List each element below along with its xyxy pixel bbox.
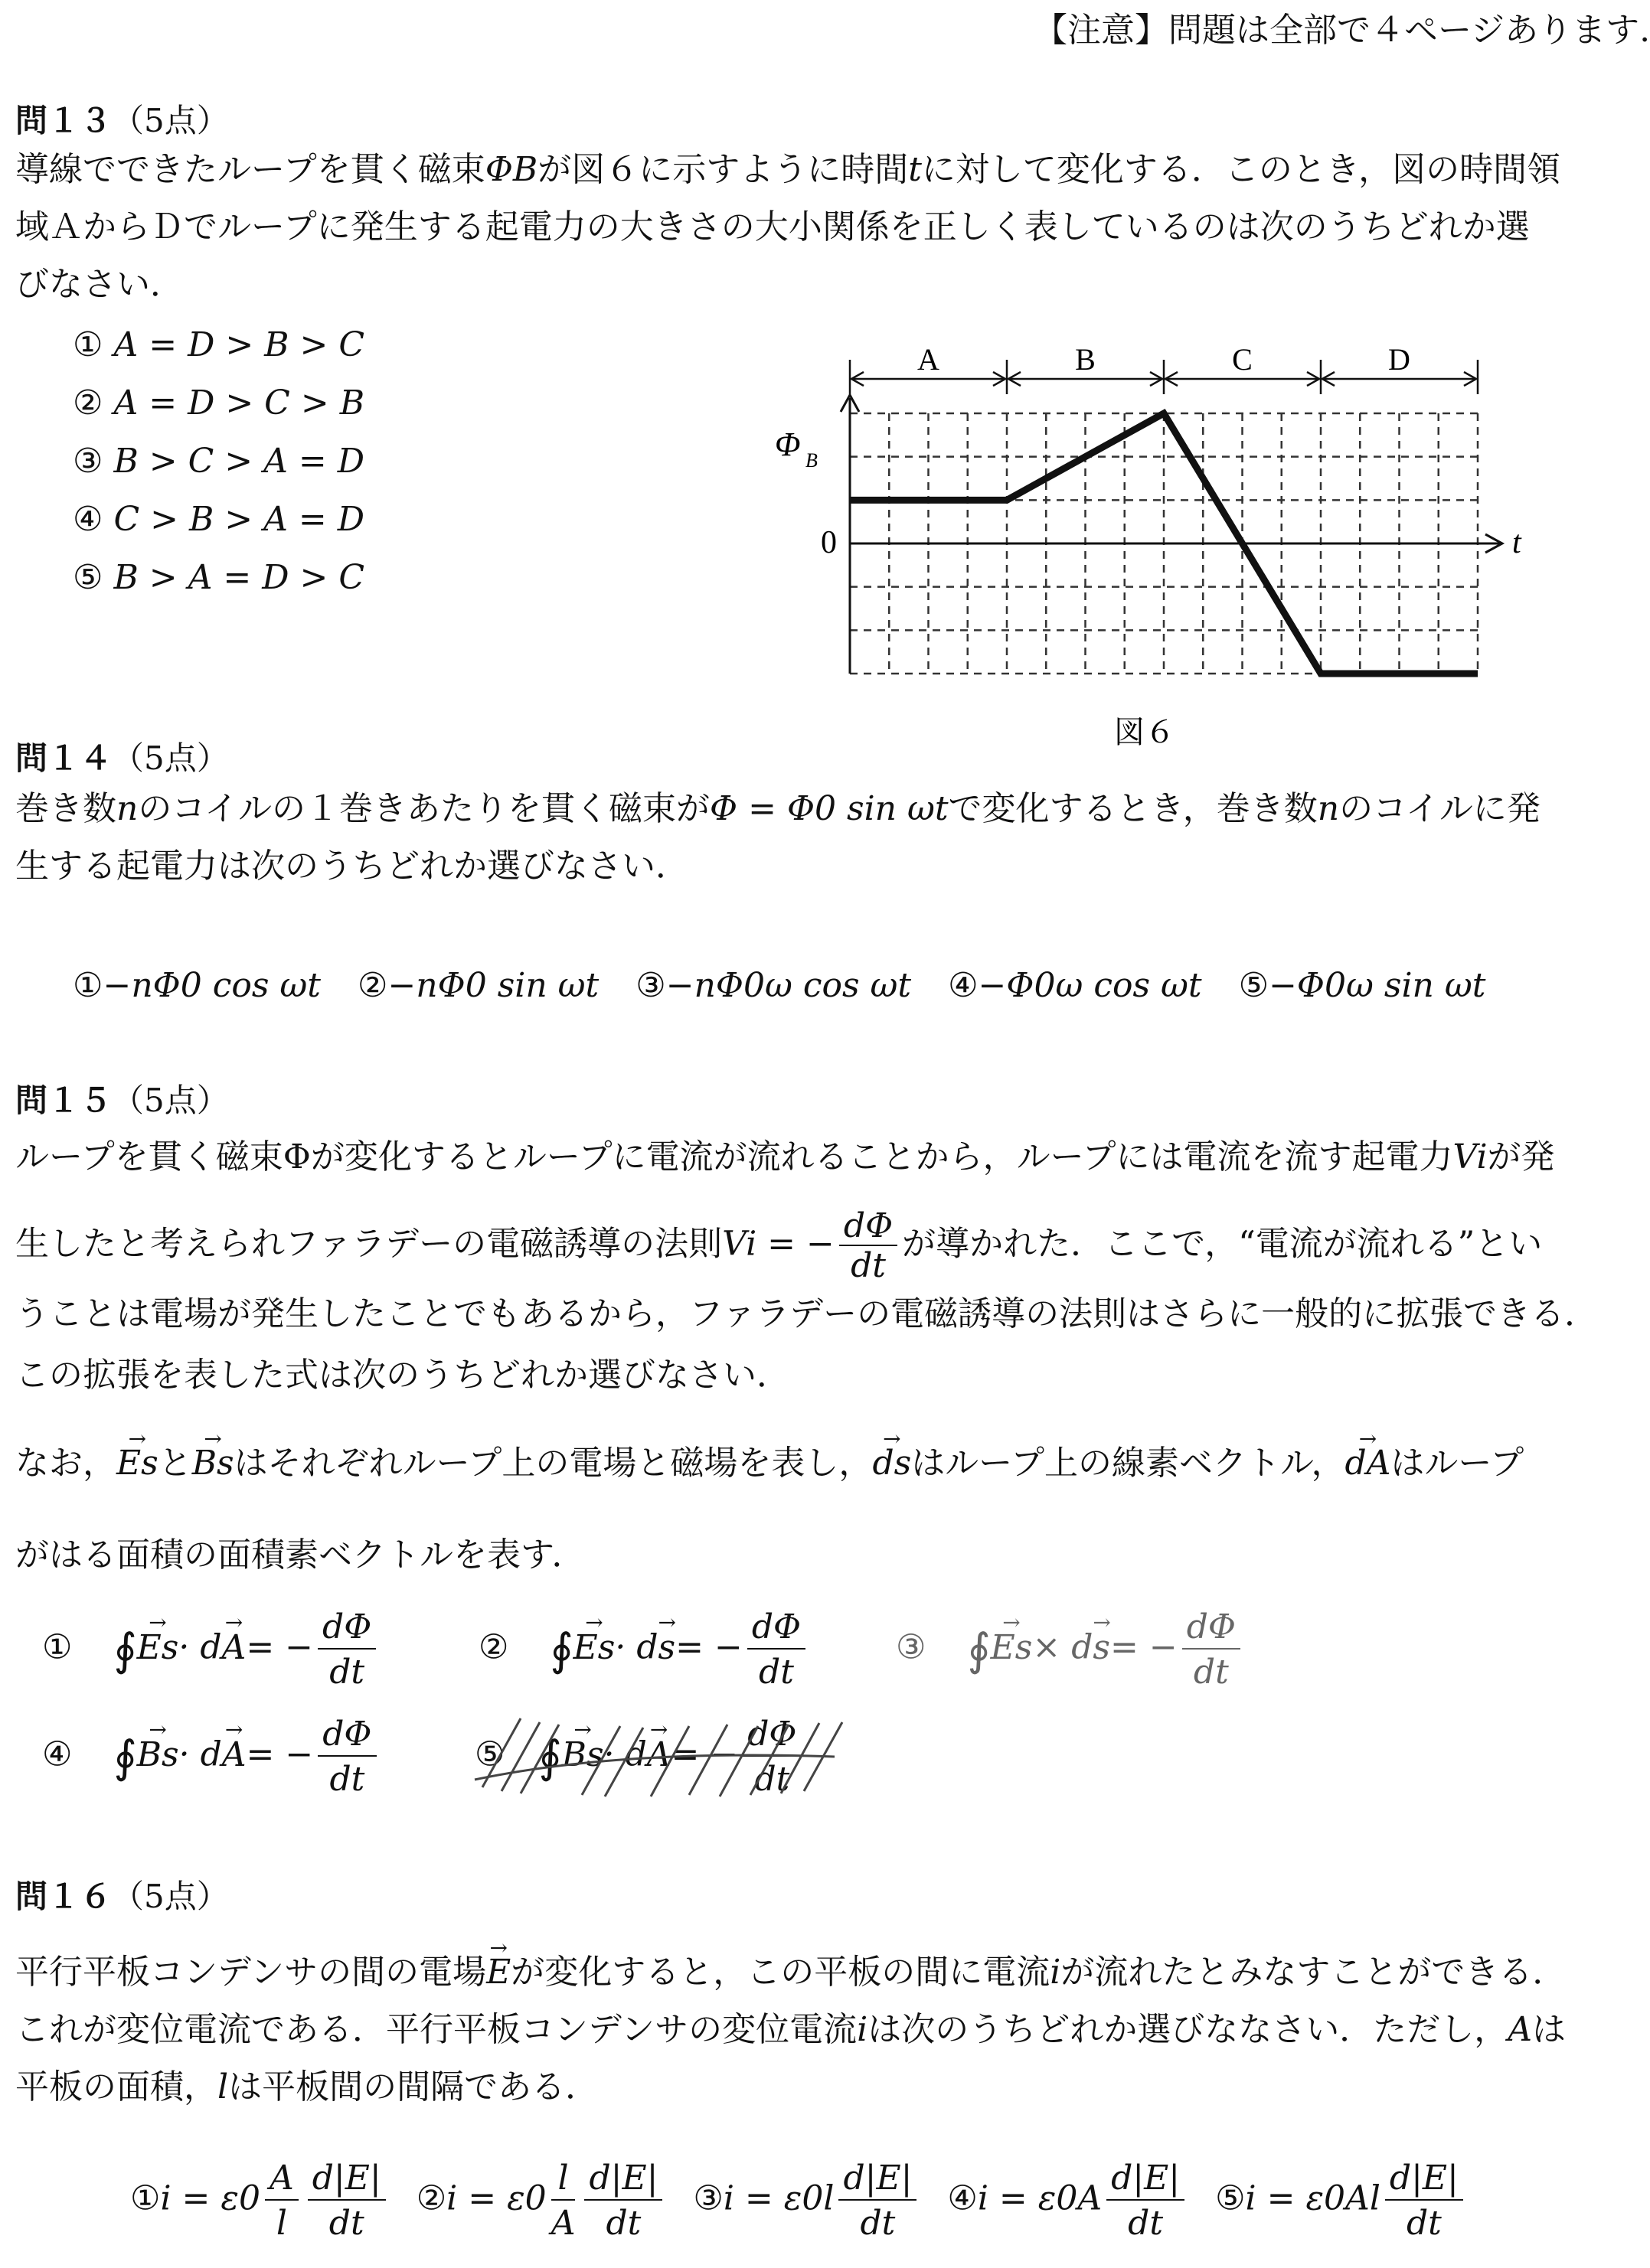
q15-option-5-elem: → A [647,1735,671,1774]
q16-option-4-frac [1106,2159,1184,2243]
q14-option-4-num: ④ [948,966,979,1005]
q15-option-4-frac [318,1715,376,1799]
q16-title [15,1872,229,1917]
q15-option-5-frac-num: dΦ [743,1715,801,1757]
q15-line5 [15,1444,1524,1483]
q16-option-1-num: ① [130,2178,161,2218]
q15-option-2-frac-den: dt [759,1653,794,1692]
q13-option-1-num: ① [73,325,103,364]
figure-caption: 図６ [1114,715,1175,749]
q14-option-1-text: −nΦ0 cos ωt [103,966,321,1005]
q15-law-num: dΦ [839,1209,897,1246]
q13-option-4-text: C > B > A = D [113,500,365,539]
q15-ds-symbol: → ds [872,1447,911,1480]
q13-t-symbol: t [908,150,922,189]
q15-option-4-op: · [178,1734,190,1774]
q16-option-1[interactable] [130,2159,390,2243]
q15-option-2-frac-num: dΦ [747,1607,805,1650]
q13-option-5[interactable] [73,558,364,616]
q14-option-5-num: ⑤ [1238,966,1269,1005]
q15-option-4-field: → Bs [137,1735,179,1774]
contour-integral-icon: ∮ [550,1623,573,1676]
q16-option-4-frac-den: dt [1128,2204,1164,2243]
q15-number: 問１５ [15,1082,113,1119]
q15-law-fraction [839,1206,897,1285]
q15-option-3-num: ③ [896,1627,926,1667]
q15-option-1-elem: → A [222,1628,247,1667]
q16-number: 問１６ [15,1878,113,1915]
q16-option-2-coef [551,2159,576,2243]
q15-option-1-frac-num: dΦ [318,1607,376,1650]
q15-option-2[interactable]: ② ∮→ Es· d→ s= − $\frac{d\Phi}{dt}$ [479,1607,810,1692]
q16-option-2-pre: i = ε0 [446,2178,547,2218]
q13-option-3[interactable] [73,442,364,500]
header-note: 【注意】問題は全部で４ページあります. [1034,11,1650,50]
q16-i-symbol: i [1050,1953,1061,1992]
q16-points: （5点） [112,1878,229,1915]
q14-options [73,966,1489,1005]
q13-line1 [15,150,1561,189]
q13-option-4-num: ④ [73,500,103,539]
q13-option-2-num: ② [73,383,103,423]
q16-line1b: が変化すると，この平板の間に電流 [511,1953,1050,1992]
q15-option-4-num: ④ [42,1734,73,1774]
q14-option-2-text: −nΦ0 sin ωt [387,966,600,1005]
q15-option-3-frac-den: dt [1193,1653,1229,1692]
q14-option-2-num: ② [357,966,388,1005]
q15-es-symbol: → Es [116,1447,158,1480]
q16-option-1-coef-den: l [276,2204,287,2243]
q15-option-5-frac [743,1715,801,1799]
q15-option-2-elem: → s [658,1628,676,1667]
q15-line5d: はループ上の線素ベクトル， [911,1444,1345,1483]
x-axis-label: t [1512,525,1521,560]
q15-option-2-rhs: = − [675,1627,743,1667]
q14-body3: で変化するとき，巻き数 [948,789,1318,828]
q13-points: （5点） [112,102,229,139]
q15-line5c: はそれぞれループ上の電場と磁場を表し， [234,1444,873,1483]
q16-i-symbol-2: i [857,2010,868,2049]
q16-option-1-coef-num: A [265,2159,299,2201]
q15-option-3-frac [1182,1607,1240,1692]
q13-body1: 導線でできたループを貫く磁束 [15,150,485,189]
q16-a-symbol: A [1508,2010,1532,2049]
q15-option-2-num: ② [479,1627,509,1667]
q14-option-5-text: −Φ0ω sin ωt [1269,966,1486,1005]
q15-line5a: なお， [15,1444,116,1483]
q15-option-1-op: · [178,1627,190,1667]
q13-number: 問１３ [15,102,113,139]
q16-option-2[interactable] [417,2159,668,2243]
q15-line5e: はループ [1390,1444,1524,1483]
q15-line3: うことは電場が発生したことでもあるから，ファラデーの電磁誘導の法則はさらに一般的に拡張できる． [15,1294,1599,1333]
q14-n-symbol: n [116,789,139,828]
q16-option-3-frac [838,2159,916,2243]
q13-option-5-num: ⑤ [73,558,103,597]
q15-option-3-elem: → s [1093,1628,1110,1667]
q15-da-symbol: → dA [1345,1447,1390,1480]
q15-option-5-frac-den: dt [754,1760,790,1799]
q14-option-3-num: ③ [635,966,666,1005]
q14-line1 [15,789,1541,828]
q16-option-3-num: ③ [693,2178,724,2218]
contour-integral-icon: ∮ [538,1731,562,1783]
q16-line1a: 平行平板コンデンサの間の電場 [15,1953,487,1992]
q15-line2a: 生したと考えられファラデーの電磁誘導の法則 [15,1224,723,1264]
q16-option-1-pre: i = ε0 [160,2178,260,2218]
q14-number: 問１４ [15,739,113,777]
region-markers [850,342,1478,394]
region-label-D: D [1388,342,1410,377]
q14-body4: のコイルに発 [1339,789,1541,828]
q13-phi-symbol: ΦB [485,150,538,189]
q15-title [15,1075,229,1121]
q15-option-4[interactable]: ④ ∮→ Bs· d→ A= − $\frac{d\Phi}{dt}$ [42,1715,381,1799]
q15-vi-symbol: Vi [1452,1137,1488,1176]
q16-option-1-coef [265,2159,299,2243]
q13-option-1-text: A = D > B > C [113,325,365,364]
q16-option-2-frac [584,2159,662,2243]
q15-option-4-rhs: = − [246,1734,314,1774]
q15-option-4-elem: → A [222,1735,247,1774]
q16-l-symbol: l [217,2067,229,2106]
q13-option-2[interactable] [73,383,364,442]
q14-option-3[interactable] [635,966,911,1005]
contour-integral-icon: ∮ [113,1731,137,1783]
q16-option-4[interactable] [947,2159,1189,2243]
q16-line2b: は次のうちどれか選びななさい．ただし， [867,2010,1508,2049]
q16-line1 [15,1953,1567,1992]
q15-option-2-field: → Es [573,1628,616,1667]
q16-option-3[interactable] [693,2159,921,2243]
q16-option-1-frac-num: d|E| [308,2159,386,2201]
q16-option-5[interactable] [1215,2159,1468,2243]
origin-label: 0 [821,525,837,560]
q15-line5b: と [158,1444,192,1483]
q14-formula: Φ = Φ0 sin ωt [710,789,949,828]
q14-points: （5点） [112,739,229,777]
q15-option-1-frac [318,1607,376,1692]
q15-option-3-field: → Es [991,1628,1033,1667]
q16-options [130,2159,1468,2243]
q16-option-3-frac-num: d|E| [838,2159,916,2201]
q13-body3: に対して変化する．このとき，図の時間領 [921,150,1561,189]
q14-line2: 生する起電力は次のうちどれか選びなさい． [15,847,689,886]
q14-option-2[interactable] [358,966,599,1005]
q15-option-2-frac [747,1607,805,1692]
q15-option-1-num: ① [42,1627,73,1667]
q15-option-1[interactable]: ① ∮→ Es· d→ A= − $\frac{d\Phi}{dt}$ [42,1607,381,1692]
region-label-A: A [917,342,939,377]
region-label-C: C [1232,342,1253,377]
q16-option-5-frac [1385,2159,1463,2243]
q15-option-1-rhs: = − [246,1627,314,1667]
q16-option-5-num: ⑤ [1215,2178,1246,2218]
q16-option-2-num: ② [416,2178,447,2218]
q15-line2b: が導かれた．ここで，“電流が流れる”とい [902,1224,1543,1264]
q16-line3 [15,2067,600,2106]
q16-line1c: が流れたとみなすことができる． [1060,1953,1567,1992]
q13-line3: びなさい． [15,265,184,304]
q16-option-5-frac-den: dt [1406,2204,1442,2243]
q15-points: （5点） [112,1082,229,1119]
q13-option-2-text: A = D > C > B [113,383,365,423]
q16-option-5-frac-num: d|E| [1385,2159,1463,2201]
q15-option-5[interactable]: ⑤ ∮→ Bs· d→ A= − $\frac{d\Phi}{dt}$ [475,1715,806,1799]
q15-option-5-op: · [603,1734,615,1774]
q16-option-1-frac-den: dt [328,2204,364,2243]
q15-option-2-op: · [615,1627,626,1667]
grid-lines [841,395,1502,674]
q13-option-3-num: ③ [73,442,103,481]
q16-line3b: は平板間の間隔である． [228,2067,600,2106]
q13-options [73,325,364,616]
q16-option-5-pre: i = ε0Al [1245,2178,1380,2218]
q16-e-symbol: → E [486,1956,511,1989]
q15-option-3-op: × [1032,1627,1061,1667]
q15-option-3-rhs: = − [1110,1627,1178,1667]
q16-line3a: 平板の面積， [15,2067,217,2106]
q15-line6: がはる面積の面積素ベクトルを表す． [15,1535,586,1575]
q16-option-4-pre: i = ε0A [977,2178,1103,2218]
q16-line2a: これが変位電流である．平行平板コンデンサの変位電流 [15,2010,858,2049]
q15-option-3-frac-num: dΦ [1182,1607,1240,1650]
q15-option-4-frac-num: dΦ [318,1715,376,1757]
q13-line2: 域ＡからＤでループに発生する起電力の大きさの大小関係を正しく表しているのは次のうちどれか選 [15,207,1530,246]
q15-option-5-num: ⑤ [475,1734,505,1774]
q16-option-1-frac [308,2159,386,2243]
q15-option-3[interactable]: ③ ∮→ Es× d→ s= − $\frac{d\Phi}{dt}$ [896,1607,1245,1692]
q14-title [15,733,229,779]
contour-integral-icon: ∮ [113,1623,137,1676]
q15-line2 [15,1206,1543,1285]
q13-option-3-text: B > C > A = D [113,442,365,481]
q14-option-5[interactable] [1239,966,1486,1005]
q15-option-5-rhs: = − [671,1734,739,1774]
y-axis-label-sub: B [805,449,818,472]
q14-body2: のコイルの１巻きあたりを貫く磁束が [138,789,711,828]
q13-option-5-text: B > A = D > C [113,558,365,597]
q15-option-4-frac-den: dt [329,1760,365,1799]
q13-body2: が図６に示すように時間 [537,150,909,189]
q16-option-2-frac-den: dt [606,2204,642,2243]
q15-bs-symbol: → Bs [192,1447,234,1480]
q15-line4: この拡張を表した式は次のうちどれか選びなさい． [15,1356,790,1395]
q15-line1a: ループを貫く磁束Φが変化するとループに電流が流れることから，ループには電流を流す起電力 [15,1137,1453,1176]
q14-body1: 巻き数 [15,789,116,828]
q16-option-2-frac-num: d|E| [584,2159,662,2201]
q15-law-den: dt [851,1246,886,1285]
q15-line1b: が発 [1487,1137,1555,1176]
q13-title [15,96,229,142]
q16-option-3-pre: i = ε0l [723,2178,835,2218]
q16-option-4-num: ④ [947,2178,978,2218]
q14-n-symbol-2: n [1317,789,1340,828]
contour-integral-icon: ∮ [967,1623,991,1676]
q15-option-1-frac-den: dt [329,1653,365,1692]
q15-line1 [15,1137,1555,1176]
q14-option-4[interactable] [948,966,1202,1005]
q14-option-1[interactable] [73,966,321,1005]
y-axis-label: Φ [775,426,801,463]
region-label-B: B [1075,342,1096,377]
q16-line2c: は [1531,2010,1566,2049]
q15-option-1-field: → Es [137,1628,179,1667]
q13-option-1[interactable] [73,325,364,383]
q14-option-3-text: −nΦ0ω cos ωt [665,966,912,1005]
figure-6-chart [758,337,1531,750]
q16-option-2-coef-den: A [551,2204,576,2243]
q14-option-1-num: ① [73,966,103,1005]
q16-option-3-frac-den: dt [860,2204,896,2243]
q13-option-4[interactable] [73,500,364,558]
q16-line2 [15,2010,1566,2049]
q16-option-4-frac-num: d|E| [1106,2159,1184,2201]
q15-law-lhs: Vi = − [722,1224,835,1264]
q14-option-4-text: −Φ0ω cos ωt [978,966,1202,1005]
q15-option-5-field: → Bs [562,1735,604,1774]
q16-option-2-coef-num: l [551,2159,576,2201]
